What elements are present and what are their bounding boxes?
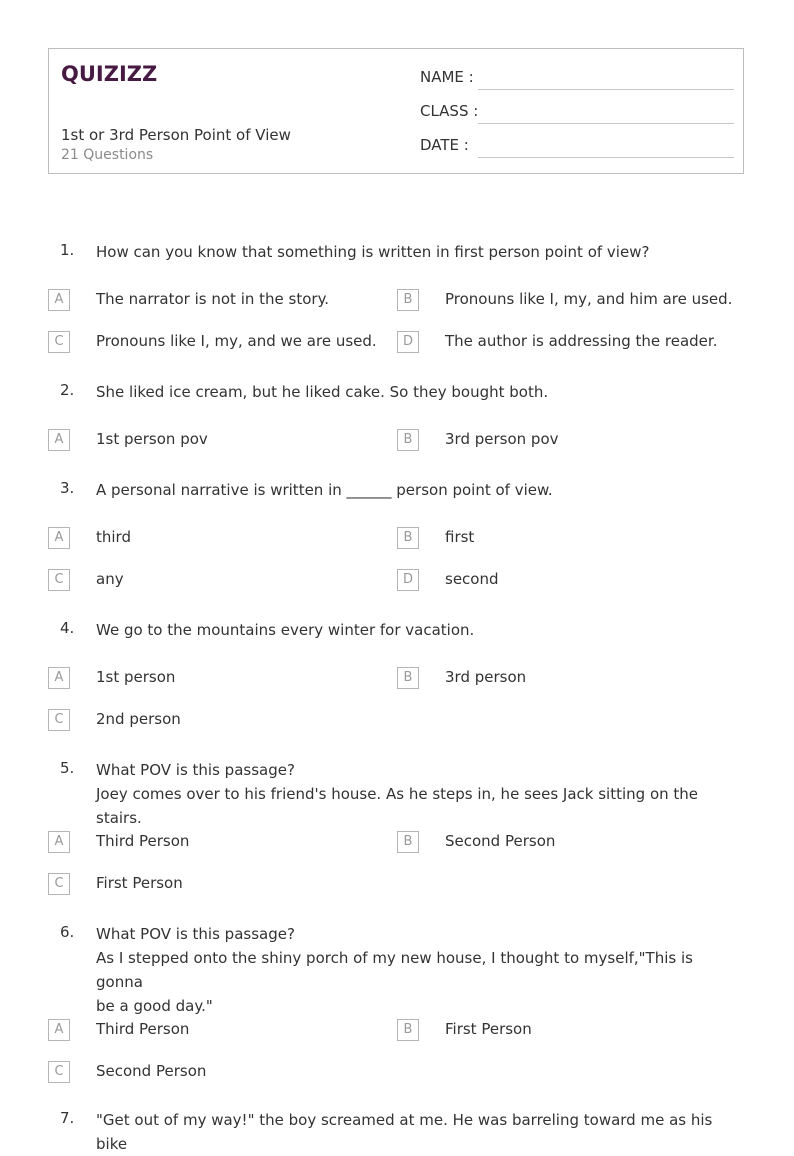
quizizz-logo <box>61 59 158 89</box>
option-text: 1st person <box>96 668 176 686</box>
option-text: Pronouns like I, my, and him are used. <box>445 290 733 308</box>
option-letter-box[interactable]: B <box>397 289 419 311</box>
option-letter-box[interactable]: A <box>48 667 70 689</box>
option-letter-box[interactable]: C <box>48 873 70 895</box>
question-number: 5. <box>60 759 75 777</box>
option-text: Third Person <box>96 832 190 850</box>
question-line: A personal narrative is written in ______ person point of view. <box>96 481 553 499</box>
option-text: third <box>96 528 131 546</box>
name-field[interactable] <box>420 68 734 90</box>
option-letter-box[interactable]: D <box>397 569 419 591</box>
question-line: What POV is this passage? <box>96 925 295 943</box>
option-letter-box[interactable]: C <box>48 331 70 353</box>
option-letter-box[interactable]: B <box>397 831 419 853</box>
option-letter-box[interactable]: A <box>48 1019 70 1041</box>
option-text: 2nd person <box>96 710 181 728</box>
question-number: 3. <box>60 479 75 497</box>
question-text <box>96 478 741 502</box>
question-line: What POV is this passage? <box>96 761 295 779</box>
worksheet-header <box>48 48 744 174</box>
question-number: 2. <box>60 381 75 399</box>
option-letter-box[interactable]: B <box>397 1019 419 1041</box>
date-field[interactable] <box>420 136 734 158</box>
option-letter-box[interactable]: D <box>397 331 419 353</box>
option-text: second <box>445 570 499 588</box>
option-letter-box[interactable]: B <box>397 527 419 549</box>
question-line: Joey comes over to his friend's house. As he steps in, he sees Jack sitting on the stairs. <box>96 785 699 827</box>
name-line[interactable] <box>478 89 734 90</box>
question-line: How can you know that something is written in first person point of view? <box>96 243 650 261</box>
question-text <box>96 758 741 830</box>
option-letter-box[interactable]: B <box>397 429 419 451</box>
question-line: be a good day." <box>96 997 213 1015</box>
option-letter-box[interactable]: A <box>48 527 70 549</box>
question-number: 1. <box>60 241 75 259</box>
question-text <box>96 1108 741 1153</box>
option-text: any <box>96 570 124 588</box>
worksheet-title: 1st or 3rd Person Point of View <box>61 126 291 144</box>
option-text: First Person <box>96 874 183 892</box>
question-count: 21 Questions <box>61 147 154 163</box>
question-text <box>96 922 741 1018</box>
question-text <box>96 380 741 404</box>
option-text: first <box>445 528 475 546</box>
class-field[interactable] <box>420 102 734 124</box>
svg-text:QUIZIZZ: QUIZIZZ <box>61 62 158 86</box>
question-line: We go to the mountains every winter for vacation. <box>96 621 475 639</box>
option-text: Pronouns like I, my, and we are used. <box>96 332 377 350</box>
option-text: The narrator is not in the story. <box>96 290 330 308</box>
option-text: 3rd person <box>445 668 527 686</box>
option-text: Second Person <box>96 1062 207 1080</box>
date-line[interactable] <box>478 157 734 158</box>
option-text: First Person <box>445 1020 532 1038</box>
question-text <box>96 240 741 264</box>
option-text: The author is addressing the reader. <box>445 332 718 350</box>
class-label: CLASS : <box>420 102 479 120</box>
option-text: Second Person <box>445 832 556 850</box>
option-letter-box[interactable]: C <box>48 569 70 591</box>
option-text: Third Person <box>96 1020 190 1038</box>
class-line[interactable] <box>478 123 734 124</box>
question-number: 6. <box>60 923 75 941</box>
name-label: NAME : <box>420 68 474 86</box>
question-number: 7. <box>60 1109 75 1127</box>
question-line: "Get out of my way!" the boy screamed at me. He was barreling toward me as his bike <box>96 1111 713 1153</box>
question-text <box>96 618 741 642</box>
option-letter-box[interactable]: B <box>397 667 419 689</box>
option-letter-box[interactable]: C <box>48 709 70 731</box>
option-letter-box[interactable]: A <box>48 831 70 853</box>
date-label: DATE : <box>420 136 469 154</box>
option-letter-box[interactable]: A <box>48 289 70 311</box>
option-text: 1st person pov <box>96 430 208 448</box>
question-line: As I stepped onto the shiny porch of my new house, I thought to myself,"This is gonna <box>96 949 693 991</box>
question-line: She liked ice cream, but he liked cake. So they bought both. <box>96 383 549 401</box>
option-text: 3rd person pov <box>445 430 559 448</box>
option-letter-box[interactable]: C <box>48 1061 70 1083</box>
question-number: 4. <box>60 619 75 637</box>
option-letter-box[interactable]: A <box>48 429 70 451</box>
